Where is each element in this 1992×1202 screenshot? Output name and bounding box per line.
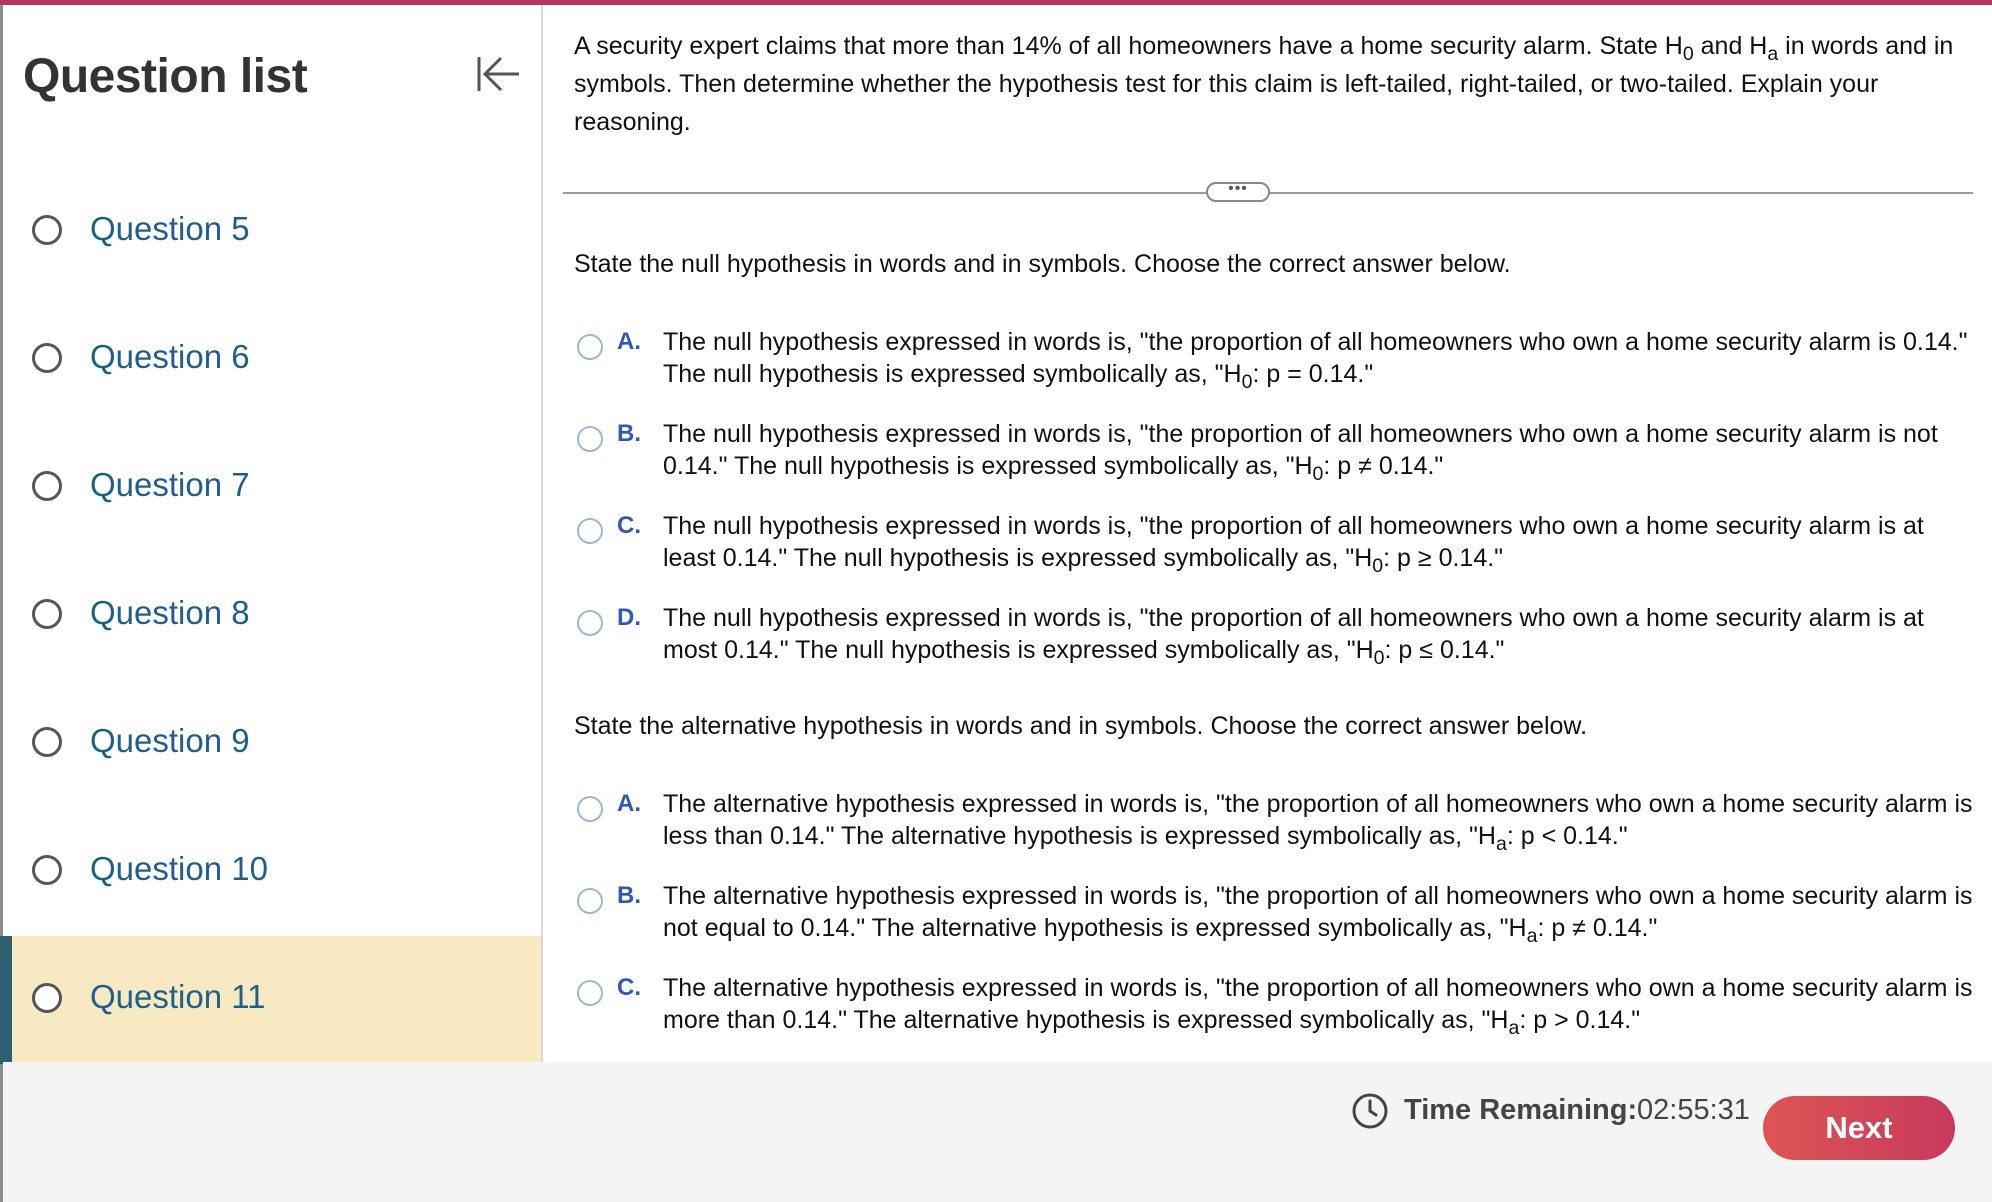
- question-status-radio[interactable]: [32, 983, 62, 1013]
- question-status-radio[interactable]: [32, 471, 62, 501]
- next-button[interactable]: Next: [1763, 1096, 1955, 1160]
- question-text-part: in words and in symbols. Then determine whether the hypothesis test for this claim is left-tailed, right-tailed, or two-tailed. Explain your reasoning.: [574, 32, 1954, 136]
- expand-question-button[interactable]: •••: [1206, 182, 1270, 202]
- null-hypothesis-prompt: State the null hypothesis in words and in symbols. Choose the correct answer below.: [574, 250, 1511, 278]
- option-text: [663, 880, 1973, 948]
- collapse-sidebar-button[interactable]: [471, 47, 525, 101]
- question-status-radio[interactable]: [32, 215, 62, 245]
- option-text-part: The alternative hypothesis expressed in words is, "the proportion of all homeowners who own a home security alarm is not equal to 0.14." The alternative hypothesis is expressed symbolically as, "H: [663, 882, 1973, 942]
- option-radio[interactable]: [577, 518, 603, 544]
- sidebar-item-question-7[interactable]: [3, 424, 541, 552]
- question-status-radio[interactable]: [32, 727, 62, 757]
- subscript: 0: [1372, 555, 1384, 578]
- question-text-part: and H: [1693, 32, 1768, 60]
- question-status-radio[interactable]: [32, 599, 62, 629]
- option-symbol: : p < 0.14.": [1506, 822, 1628, 850]
- option-text: [663, 788, 1973, 856]
- option-letter: C.: [617, 974, 641, 1001]
- option-text-part: The null hypothesis expressed in words is, "the proportion of all homeowners who own a home security alarm is not 0.14." The null hypothesis is expressed symbolically as, "H: [663, 420, 1938, 480]
- collapse-left-icon: [471, 47, 525, 101]
- option-text-part: The null hypothesis expressed in words is, "the proportion of all homeowners who own a home security alarm is at least 0.14." The null hypothesis is expressed symbolically as, "H: [663, 512, 1924, 572]
- option-letter: C.: [617, 512, 641, 539]
- question-status-radio[interactable]: [32, 343, 62, 373]
- sidebar-item-question-5[interactable]: [3, 168, 541, 296]
- option-text: [663, 602, 1973, 670]
- option-text: [663, 418, 1973, 486]
- option-letter: A.: [617, 328, 641, 355]
- option-symbol: : p = 0.14.": [1252, 360, 1374, 388]
- time-remaining-value: 02:55:31: [1637, 1094, 1750, 1126]
- sidebar-item-label[interactable]: Question 7: [90, 466, 250, 503]
- question-status-radio[interactable]: [32, 855, 62, 885]
- option-symbol: : p > 0.14.": [1519, 1006, 1641, 1034]
- question-text: [574, 27, 1974, 141]
- option-letter: B.: [617, 420, 641, 447]
- question-text-part: A security expert claims that more than 14% of all homeowners have a home security alarm. State H: [574, 32, 1683, 60]
- sidebar-item-question-11[interactable]: [3, 936, 541, 1064]
- sidebar-item-label[interactable]: Question 11: [90, 978, 266, 1015]
- clock-icon: [1351, 1092, 1389, 1130]
- option-symbol: : p ≤ 0.14.": [1384, 636, 1505, 664]
- option-text-part: The alternative hypothesis expressed in words is, "the proportion of all homeowners who own a home security alarm is more than 0.14." The alternative hypothesis is expressed symbolically as, "H: [663, 974, 1973, 1034]
- option-radio[interactable]: [577, 426, 603, 452]
- question-list-sidebar: [3, 5, 543, 1062]
- subscript: a: [1508, 1017, 1520, 1040]
- option-letter: D.: [617, 604, 641, 631]
- subscript: a: [1495, 833, 1507, 856]
- subscript: 0: [1373, 647, 1385, 670]
- sidebar-item-question-8[interactable]: [3, 552, 541, 680]
- subscript: 0: [1241, 371, 1253, 394]
- subscript: a: [1526, 925, 1538, 948]
- option-text-part: The null hypothesis expressed in words is, "the proportion of all homeowners who own a home security alarm is 0.14." The null hypothesis is expressed symbolically as, "H: [663, 328, 1968, 388]
- option-text-part: The alternative hypothesis expressed in words is, "the proportion of all homeowners who own a home security alarm is less than 0.14." The alternative hypothesis is expressed symbolically as, "H: [663, 790, 1973, 850]
- sidebar-item-label[interactable]: Question 9: [90, 722, 250, 759]
- option-radio[interactable]: [577, 980, 603, 1006]
- footer-bar: [3, 1062, 1992, 1202]
- sidebar-item-question-10[interactable]: [3, 808, 541, 936]
- time-remaining-label: Time Remaining:: [1404, 1094, 1638, 1126]
- option-text: [663, 326, 1973, 394]
- option-text-part: The null hypothesis expressed in words is, "the proportion of all homeowners who own a home security alarm is at most 0.14." The null hypothesis is expressed symbolically as, "H: [663, 604, 1924, 664]
- subscript: 0: [1682, 43, 1694, 66]
- option-radio[interactable]: [577, 796, 603, 822]
- option-symbol: : p ≠ 0.14.": [1323, 452, 1444, 480]
- sidebar-item-label[interactable]: Question 5: [90, 210, 250, 247]
- option-text: [663, 972, 1973, 1040]
- sidebar-item-label[interactable]: Question 8: [90, 594, 250, 631]
- option-radio[interactable]: [577, 334, 603, 360]
- alternative-hypothesis-prompt: State the alternative hypothesis in words and in symbols. Choose the correct answer below.: [574, 712, 1588, 740]
- sidebar-item-question-6[interactable]: [3, 296, 541, 424]
- option-letter: B.: [617, 882, 641, 909]
- subscript: a: [1767, 43, 1779, 66]
- option-radio[interactable]: [577, 610, 603, 636]
- question-pane: [543, 5, 1992, 1062]
- option-letter: A.: [617, 790, 641, 817]
- sidebar-item-label[interactable]: Question 6: [90, 338, 250, 375]
- option-radio[interactable]: [577, 888, 603, 914]
- subscript: 0: [1312, 463, 1324, 486]
- option-symbol: : p ≠ 0.14.": [1537, 914, 1658, 942]
- question-list-title: Question list: [23, 50, 308, 103]
- sidebar-item-label[interactable]: Question 10: [90, 850, 268, 887]
- option-text: [663, 510, 1973, 578]
- sidebar-item-question-9[interactable]: [3, 680, 541, 808]
- option-symbol: : p ≥ 0.14.": [1383, 544, 1504, 572]
